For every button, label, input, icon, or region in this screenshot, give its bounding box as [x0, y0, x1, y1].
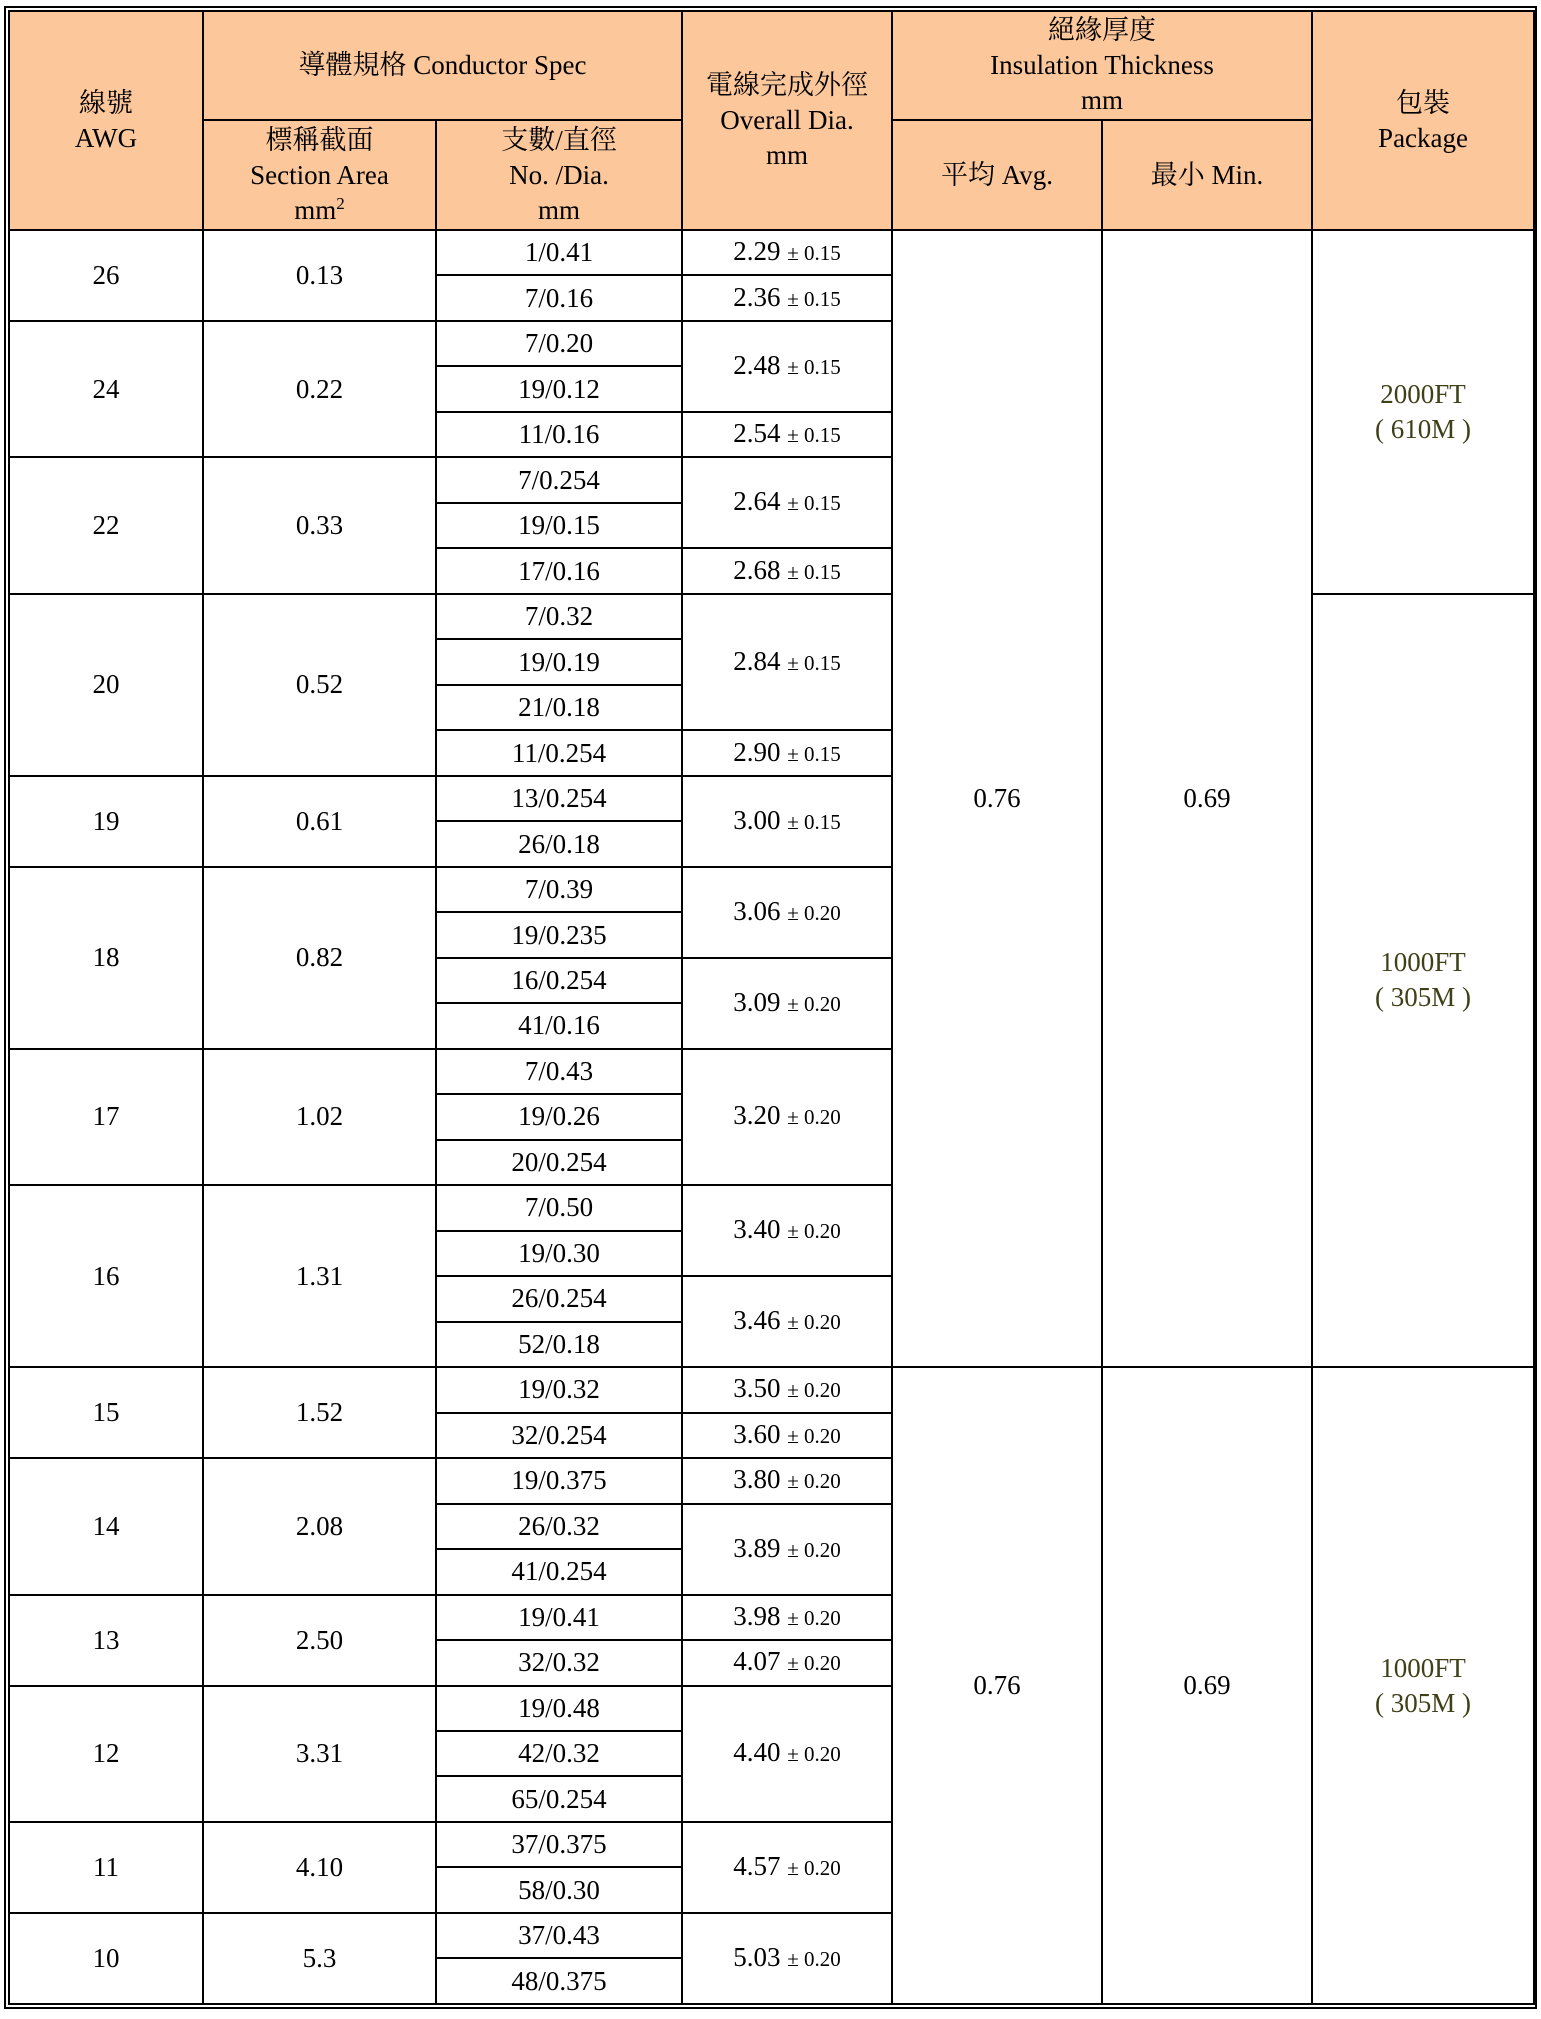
wire-spec-table — [8, 10, 1535, 2005]
awg-cell: 24 — [9, 321, 203, 457]
strand-dia-cell: 13/0.254 — [436, 776, 682, 821]
overall-dia-cell — [682, 548, 892, 593]
overall-dia-cell — [682, 230, 892, 275]
strand-dia-cell: 41/0.254 — [436, 1549, 682, 1594]
strand-dia-cell: 11/0.16 — [436, 412, 682, 457]
overall-dia-value: 2.84 — [733, 645, 781, 676]
header-insulation-unit: mm — [1081, 85, 1124, 115]
section-area-cell: 0.82 — [203, 867, 436, 1049]
overall-dia-cell — [682, 1367, 892, 1412]
overall-dia-tolerance: ± 0.20 — [787, 1219, 841, 1244]
insulation-avg-cell: 0.76 — [892, 230, 1102, 1367]
overall-dia-value: 4.07 — [733, 1646, 781, 1677]
awg-cell: 17 — [9, 1049, 203, 1185]
section-area-cell: 0.13 — [203, 230, 436, 321]
header-strand-unit: mm — [538, 194, 581, 225]
strand-dia-cell: 41/0.16 — [436, 1003, 682, 1048]
section-area-cell: 0.33 — [203, 457, 436, 593]
overall-dia-value: 3.89 — [733, 1532, 781, 1563]
overall-dia-value: 3.80 — [733, 1464, 781, 1495]
overall-dia-tolerance: ± 0.20 — [787, 1946, 841, 1971]
overall-dia-cell — [682, 730, 892, 775]
overall-dia-tolerance: ± 0.20 — [787, 991, 841, 1016]
strand-dia-cell: 20/0.254 — [436, 1140, 682, 1185]
strand-dia-cell: 16/0.254 — [436, 958, 682, 1003]
insulation-min-cell: 0.69 — [1102, 230, 1312, 1367]
overall-dia-cell — [682, 867, 892, 958]
section-area-cell: 0.61 — [203, 776, 436, 867]
overall-dia-tolerance: ± 0.20 — [787, 900, 841, 925]
overall-dia-tolerance: ± 0.20 — [787, 1378, 841, 1403]
awg-cell: 13 — [9, 1595, 203, 1686]
overall-dia-cell — [682, 1049, 892, 1185]
package-length-m: ( 305M ) — [1375, 1687, 1472, 1718]
overall-dia-tolerance: ± 0.15 — [787, 354, 841, 379]
awg-cell: 15 — [9, 1367, 203, 1458]
overall-dia-value: 3.00 — [733, 804, 781, 835]
header-awg-en: AWG — [74, 122, 138, 153]
overall-dia-cell — [682, 958, 892, 1049]
strand-dia-cell: 19/0.48 — [436, 1686, 682, 1731]
overall-dia-value: 3.06 — [733, 895, 781, 926]
header-overall-unit: mm — [766, 140, 809, 170]
strand-dia-cell: 19/0.235 — [436, 912, 682, 957]
header-min: 最小 Min. — [1102, 120, 1312, 230]
overall-dia-cell — [682, 1185, 892, 1276]
header-overall-dia — [682, 11, 892, 230]
section-area-cell: 2.08 — [203, 1458, 436, 1594]
overall-dia-cell — [682, 1413, 892, 1458]
header-strand-zh: 支數/直徑 — [501, 124, 617, 155]
strand-dia-cell: 48/0.375 — [436, 1958, 682, 2004]
awg-cell: 11 — [9, 1822, 203, 1913]
strand-dia-cell: 19/0.12 — [436, 366, 682, 411]
strand-dia-cell: 65/0.254 — [436, 1776, 682, 1821]
overall-dia-tolerance: ± 0.20 — [787, 1742, 841, 1767]
overall-dia-value: 3.20 — [733, 1100, 781, 1131]
overall-dia-value: 2.68 — [733, 554, 781, 585]
strand-dia-cell: 11/0.254 — [436, 730, 682, 775]
overall-dia-value: 3.40 — [733, 1214, 781, 1245]
overall-dia-cell — [682, 594, 892, 730]
strand-dia-cell: 19/0.19 — [436, 639, 682, 684]
package-cell — [1312, 1367, 1534, 2004]
strand-dia-cell: 7/0.16 — [436, 275, 682, 320]
header-strand-dia — [436, 120, 682, 230]
overall-dia-value: 2.48 — [733, 349, 781, 380]
package-length-ft: 2000FT — [1380, 378, 1466, 409]
awg-cell: 20 — [9, 594, 203, 776]
strand-dia-cell: 21/0.18 — [436, 685, 682, 730]
overall-dia-cell — [682, 1276, 892, 1367]
overall-dia-value: 5.03 — [733, 1941, 781, 1972]
awg-cell: 22 — [9, 457, 203, 593]
strand-dia-cell: 32/0.254 — [436, 1413, 682, 1458]
overall-dia-value: 3.09 — [733, 986, 781, 1017]
overall-dia-cell — [682, 1595, 892, 1640]
overall-dia-cell — [682, 1640, 892, 1685]
strand-dia-cell: 7/0.254 — [436, 457, 682, 502]
overall-dia-tolerance: ± 0.15 — [787, 559, 841, 584]
overall-dia-value: 2.29 — [733, 236, 781, 267]
overall-dia-cell — [682, 275, 892, 320]
overall-dia-tolerance: ± 0.15 — [787, 650, 841, 675]
section-unit-sup: 2 — [336, 193, 345, 213]
strand-dia-cell: 19/0.15 — [436, 503, 682, 548]
header-insulation-zh: 絕緣厚度 — [1048, 15, 1157, 45]
header-conductor-en: Conductor Spec — [413, 50, 587, 80]
header-strand-en: No. /Dia. — [509, 159, 609, 190]
section-area-cell: 5.3 — [203, 1913, 436, 2004]
package-length-ft: 1000FT — [1380, 1652, 1466, 1683]
strand-dia-cell: 26/0.32 — [436, 1504, 682, 1549]
strand-dia-cell: 19/0.26 — [436, 1094, 682, 1139]
overall-dia-tolerance: ± 0.20 — [787, 1310, 841, 1335]
table-row — [9, 1367, 1534, 1412]
overall-dia-cell — [682, 412, 892, 457]
overall-dia-tolerance: ± 0.20 — [787, 1855, 841, 1880]
header-awg — [9, 11, 203, 230]
overall-dia-cell — [682, 1822, 892, 1913]
header-section-en: Section Area — [250, 159, 389, 190]
strand-dia-cell: 37/0.43 — [436, 1913, 682, 1958]
header-insulation-thickness — [892, 11, 1312, 120]
header-conductor-spec — [203, 11, 682, 120]
section-area-cell: 1.52 — [203, 1367, 436, 1458]
awg-cell: 26 — [9, 230, 203, 321]
overall-dia-tolerance: ± 0.15 — [787, 741, 841, 766]
overall-dia-tolerance: ± 0.20 — [787, 1537, 841, 1562]
header-conductor-zh: 導體規格 — [298, 50, 407, 80]
awg-cell: 12 — [9, 1686, 203, 1822]
overall-dia-tolerance: ± 0.20 — [787, 1469, 841, 1494]
overall-dia-tolerance: ± 0.15 — [787, 809, 841, 834]
header-overall-en: Overall Dia. — [720, 105, 854, 135]
overall-dia-tolerance: ± 0.15 — [787, 423, 841, 448]
header-section-area — [203, 120, 436, 230]
strand-dia-cell: 7/0.39 — [436, 867, 682, 912]
strand-dia-cell: 7/0.32 — [436, 594, 682, 639]
package-length-m: ( 610M ) — [1375, 413, 1472, 444]
overall-dia-cell — [682, 1913, 892, 2004]
strand-dia-cell: 26/0.18 — [436, 821, 682, 866]
overall-dia-value: 4.57 — [733, 1850, 781, 1881]
overall-dia-value: 2.64 — [733, 486, 781, 517]
strand-dia-cell: 19/0.41 — [436, 1595, 682, 1640]
section-area-cell: 3.31 — [203, 1686, 436, 1822]
strand-dia-cell: 58/0.30 — [436, 1867, 682, 1912]
overall-dia-tolerance: ± 0.20 — [787, 1105, 841, 1130]
overall-dia-tolerance: ± 0.20 — [787, 1605, 841, 1630]
overall-dia-tolerance: ± 0.20 — [787, 1423, 841, 1448]
awg-cell: 14 — [9, 1458, 203, 1594]
table-body — [9, 230, 1534, 2004]
overall-dia-tolerance: ± 0.15 — [787, 286, 841, 311]
overall-dia-value: 3.60 — [733, 1418, 781, 1449]
strand-dia-cell: 19/0.30 — [436, 1231, 682, 1276]
strand-dia-cell: 52/0.18 — [436, 1322, 682, 1367]
overall-dia-value: 4.40 — [733, 1737, 781, 1768]
overall-dia-tolerance: ± 0.20 — [787, 1651, 841, 1676]
package-cell — [1312, 594, 1534, 1367]
strand-dia-cell: 19/0.375 — [436, 1458, 682, 1503]
header-package-en: Package — [1378, 122, 1468, 153]
overall-dia-value: 3.98 — [733, 1600, 781, 1631]
section-area-cell: 0.22 — [203, 321, 436, 457]
awg-cell: 19 — [9, 776, 203, 867]
overall-dia-value: 2.54 — [733, 418, 781, 449]
package-cell — [1312, 230, 1534, 594]
overall-dia-cell — [682, 457, 892, 548]
overall-dia-tolerance: ± 0.15 — [787, 491, 841, 516]
header-package — [1312, 11, 1534, 230]
overall-dia-value: 3.46 — [733, 1305, 781, 1336]
section-area-cell: 1.02 — [203, 1049, 436, 1185]
header-awg-zh: 線號 — [79, 87, 133, 118]
strand-dia-cell: 26/0.254 — [436, 1276, 682, 1321]
table-row — [9, 230, 1534, 275]
header-package-zh: 包裝 — [1396, 87, 1451, 118]
insulation-avg-cell: 0.76 — [892, 1367, 1102, 2004]
header-avg: 平均 Avg. — [892, 120, 1102, 230]
strand-dia-cell: 1/0.41 — [436, 230, 682, 275]
section-unit-text: mm — [294, 194, 337, 225]
overall-dia-value: 2.36 — [733, 281, 781, 312]
section-area-cell: 0.52 — [203, 594, 436, 776]
strand-dia-cell: 7/0.50 — [436, 1185, 682, 1230]
awg-cell: 16 — [9, 1185, 203, 1367]
section-area-cell: 4.10 — [203, 1822, 436, 1913]
package-length-ft: 1000FT — [1380, 947, 1466, 978]
strand-dia-cell: 32/0.32 — [436, 1640, 682, 1685]
overall-dia-tolerance: ± 0.15 — [787, 241, 841, 266]
overall-dia-cell — [682, 321, 892, 412]
section-area-cell: 1.31 — [203, 1185, 436, 1367]
header-section-zh: 標稱截面 — [265, 124, 374, 155]
overall-dia-cell — [682, 1458, 892, 1503]
overall-dia-value: 3.50 — [733, 1373, 781, 1404]
awg-cell: 18 — [9, 867, 203, 1049]
header-insulation-en: Insulation Thickness — [990, 50, 1214, 80]
overall-dia-cell — [682, 1686, 892, 1822]
insulation-min-cell: 0.69 — [1102, 1367, 1312, 2004]
overall-dia-cell — [682, 1504, 892, 1595]
overall-dia-cell — [682, 776, 892, 867]
header-overall-zh: 電線完成外徑 — [706, 70, 869, 100]
awg-cell: 10 — [9, 1913, 203, 2004]
strand-dia-cell: 7/0.43 — [436, 1049, 682, 1094]
section-area-cell: 2.50 — [203, 1595, 436, 1686]
strand-dia-cell: 42/0.32 — [436, 1731, 682, 1776]
strand-dia-cell: 19/0.32 — [436, 1367, 682, 1412]
overall-dia-value: 2.90 — [733, 736, 781, 767]
strand-dia-cell: 7/0.20 — [436, 321, 682, 366]
strand-dia-cell: 37/0.375 — [436, 1822, 682, 1867]
header-section-unit — [204, 193, 435, 228]
package-length-m: ( 305M ) — [1375, 982, 1472, 1013]
strand-dia-cell: 17/0.16 — [436, 548, 682, 593]
